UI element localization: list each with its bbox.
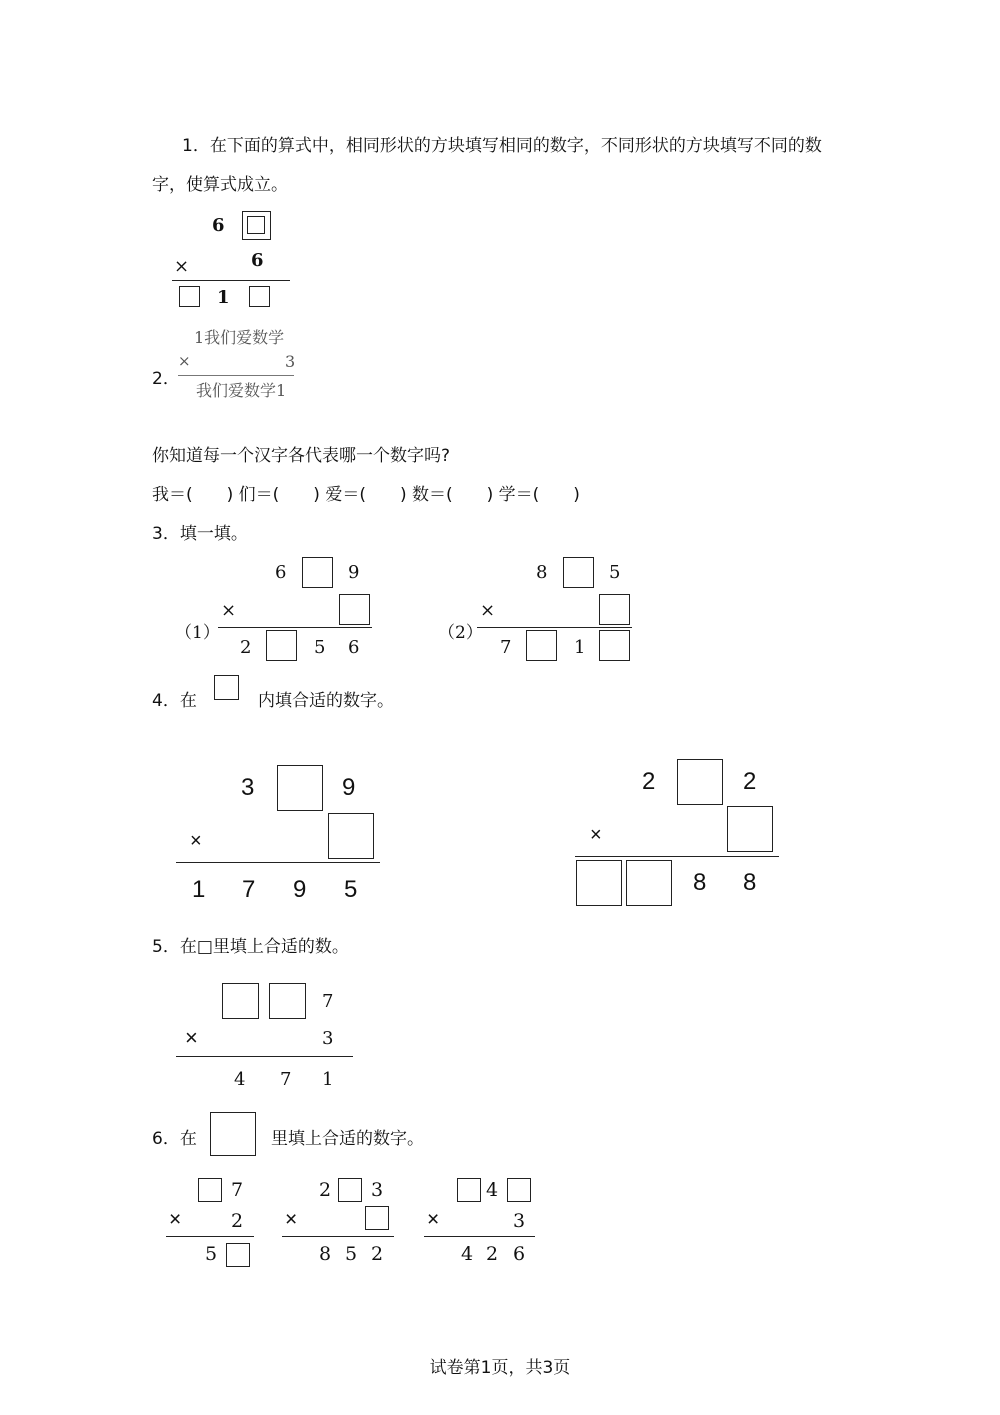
q4-p1-result-4: 5 [344,876,358,903]
q5-result-2: 7 [280,1069,292,1090]
q1-double-square-input[interactable] [242,211,271,240]
q6-p3-result-3: 6 [513,1243,526,1265]
q3-p1-result-1: 2 [240,637,252,658]
q3-p2-result-square-2[interactable] [526,630,557,661]
q3-p2-result-1: 7 [500,637,512,658]
q1-times-sign: × [174,256,190,277]
q4-p2-result-square-1[interactable] [576,860,622,906]
q4-p1-top-right: 9 [342,774,356,801]
q6-p1-top-square[interactable] [198,1178,222,1202]
q3-p2-result-square-4[interactable] [599,630,630,661]
q2-question: 你知道每一个汉字各代表哪一个数字吗? [152,446,451,466]
q1-result-square-left[interactable] [179,286,200,307]
q4-p1-top-square[interactable] [277,765,323,811]
q6-p1-result-line [166,1236,254,1237]
q3-p1-result-line [218,627,372,628]
q4-p1-result-1: 1 [192,876,206,903]
q6-p2-top-left: 2 [319,1179,332,1201]
q3-p1-result-square[interactable] [266,630,297,661]
q6-p1-times-sign: × [169,1208,182,1231]
q5-result-1: 4 [234,1069,246,1090]
q4-square-icon [214,675,239,700]
q3-p1-top-right: 9 [348,562,360,583]
q2-top: 1我们爱数学 [194,328,285,347]
q5-result-line [176,1056,353,1057]
q6-p1-result-1: 5 [205,1243,218,1265]
q5-top-square-1[interactable] [222,983,259,1019]
q4-p2-result-line [575,856,779,857]
q4-p2-times-sign: × [590,824,602,846]
q6-p2-result-3: 2 [371,1243,384,1265]
q4-prefix: 4．在 [152,691,197,711]
q4-p1-multiplier-square[interactable] [328,813,374,859]
q4-p1-top-left: 3 [241,774,255,801]
q6-p2-top-right: 3 [371,1179,384,1201]
q3-p2-result-3: 1 [574,637,586,658]
page-footer: 试卷第1页，共3页 [429,1358,571,1378]
q3-p1-multiplier-square[interactable] [339,594,370,625]
q6-p2-multiplier-square[interactable] [365,1206,389,1230]
q1-result-square-right[interactable] [249,286,270,307]
q1-multiplier: 6 [251,250,264,271]
q6-p2-top-square[interactable] [338,1178,362,1202]
q6-p3-top-square-right[interactable] [507,1178,531,1202]
q4-p1-result-2: 7 [242,876,256,903]
q6-square-icon [210,1112,256,1156]
q1-result-line [172,280,290,281]
q2-number: 2． [152,369,180,389]
q1-top-digit: 6 [212,215,225,236]
q4-p1-result-line [176,862,380,863]
q6-p3-times-sign: × [427,1208,440,1231]
q2-bottom: 我们爱数学1 [196,381,287,400]
q5-top-square-2[interactable] [269,983,306,1019]
q2-times-sign: × [178,352,191,370]
q3-p2-result-line [477,627,632,628]
q6-p2-times-sign: × [285,1208,298,1231]
q5-top-right: 7 [322,991,334,1012]
q4-p2-top-left: 2 [642,768,656,795]
q6-prefix: 6．在 [152,1129,197,1149]
q3-p2-multiplier-square[interactable] [599,594,630,625]
q1-inner-square [247,216,265,234]
q1-text-line2: 字，使算式成立。 [152,175,288,195]
q3-p1-times-sign: × [221,600,237,621]
q6-p2-result-2: 5 [345,1243,358,1265]
q4-p2-result-square-2[interactable] [626,860,672,906]
q6-p2-result-1: 8 [319,1243,332,1265]
q3-p2-label: （2） [438,623,483,643]
q6-p3-top-mid: 4 [486,1179,499,1201]
q2-result-line [178,375,294,376]
q4-p2-top-square[interactable] [677,759,723,805]
q6-p3-multiplier: 3 [513,1210,526,1232]
q5-times-sign: × [185,1025,198,1050]
q3-p1-top-square[interactable] [302,557,333,588]
q3-p2-top-square[interactable] [563,557,594,588]
q6-p3-result-line [424,1236,535,1237]
q6-p1-top-right: 7 [231,1179,244,1201]
q3-p1-result-3: 5 [314,637,326,658]
q5-result-3: 1 [322,1069,334,1090]
q1-result-middle: 1 [217,287,230,308]
q6-p1-result-square[interactable] [226,1243,250,1267]
q4-suffix: 内填合适的数字。 [258,691,394,711]
q3-p2-times-sign: × [480,600,496,621]
q6-p3-result-1: 4 [461,1243,474,1265]
q3-p2-top-left: 8 [536,562,548,583]
q6-p2-result-line [282,1236,394,1237]
q4-p2-multiplier-square[interactable] [727,806,773,852]
q5-multiplier: 3 [322,1028,334,1049]
q6-p1-multiplier: 2 [231,1210,244,1232]
q5-title: 5．在□里填上合适的数。 [152,937,349,957]
q3-p1-result-4: 6 [348,637,360,658]
q4-p1-result-3: 9 [293,876,307,903]
q3-title: 3．填一填。 [152,524,248,544]
q2-answer-line[interactable]: 我＝( ) 们＝( ) 爱＝( ) 数＝( ) 学＝( ) [152,485,580,505]
q2-multiplier: 3 [285,352,296,371]
q4-p2-top-right: 2 [743,768,757,795]
q4-p2-result-3: 8 [693,869,707,896]
q6-suffix: 里填上合适的数字。 [271,1129,424,1149]
q3-p1-label: （1） [175,623,220,643]
q3-p2-top-right: 5 [609,562,621,583]
q3-p1-top-left: 6 [275,562,287,583]
q4-p2-result-4: 8 [743,869,757,896]
q4-p1-times-sign: × [190,830,202,852]
q1-text-line1: 1．在下面的算式中，相同形状的方块填写相同的数字，不同形状的方块填写不同的数 [182,136,822,156]
q6-p3-top-square-left[interactable] [457,1178,481,1202]
q6-p3-result-2: 2 [486,1243,499,1265]
